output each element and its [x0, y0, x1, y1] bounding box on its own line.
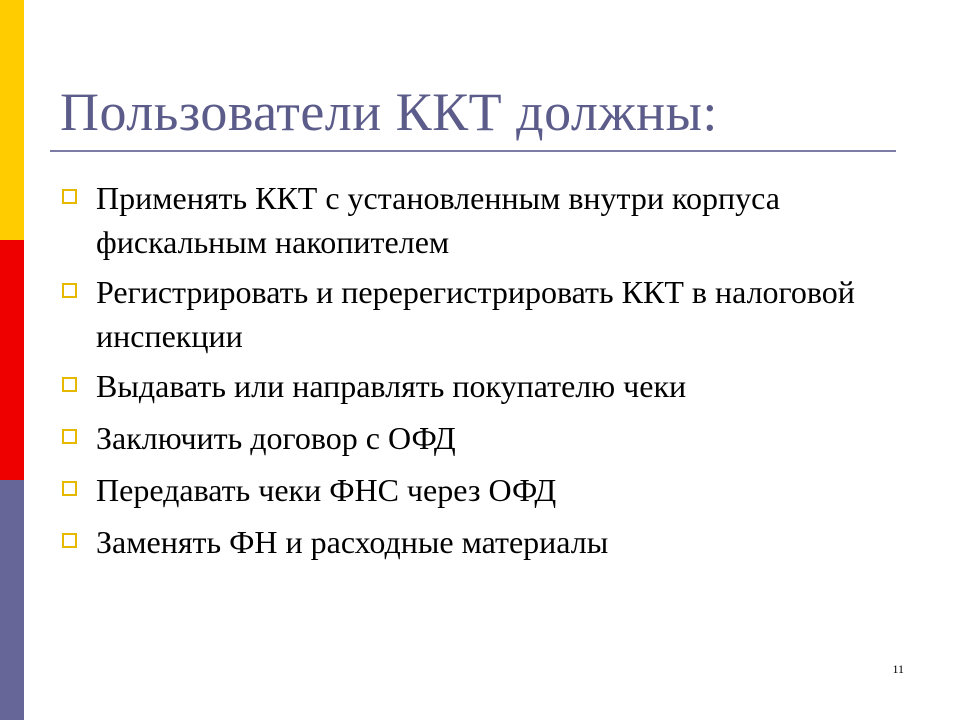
slide-title: Пользователи ККТ должны: [60, 82, 718, 142]
bullet-text: Регистрировать и перерегистрировать ККТ в налоговой инспекции [96, 274, 855, 354]
bullet-item [62, 270, 902, 358]
hollow-square-bullet-icon [62, 481, 77, 496]
title-underline [50, 150, 896, 152]
hollow-square-bullet-icon [62, 189, 77, 204]
bullet-text: Передавать чеки ФНС через ОФД [96, 472, 557, 508]
bullet-item [62, 176, 902, 264]
hollow-square-bullet-icon [62, 377, 77, 392]
bullet-list [62, 176, 902, 570]
side-bar-red-segment [0, 240, 24, 480]
bullet-item [62, 416, 902, 460]
side-bar-purple-segment [0, 480, 24, 720]
bullet-text: Выдавать или направлять покупателю чеки [96, 368, 687, 404]
side-color-bar [0, 0, 24, 720]
hollow-square-bullet-icon [62, 429, 77, 444]
bullet-text: Применять ККТ с установленным внутри корпуса фискальным накопителем [96, 180, 780, 260]
bullet-text: Заменять ФН и расходные материалы [96, 524, 609, 560]
bullet-item [62, 468, 902, 512]
side-bar-yellow-segment [0, 0, 24, 240]
bullet-text: Заключить договор с ОФД [96, 420, 456, 456]
slide-number: 11 [892, 662, 904, 676]
bullet-item [62, 520, 902, 564]
bullet-item [62, 364, 902, 408]
hollow-square-bullet-icon [62, 283, 77, 298]
hollow-square-bullet-icon [62, 533, 77, 548]
